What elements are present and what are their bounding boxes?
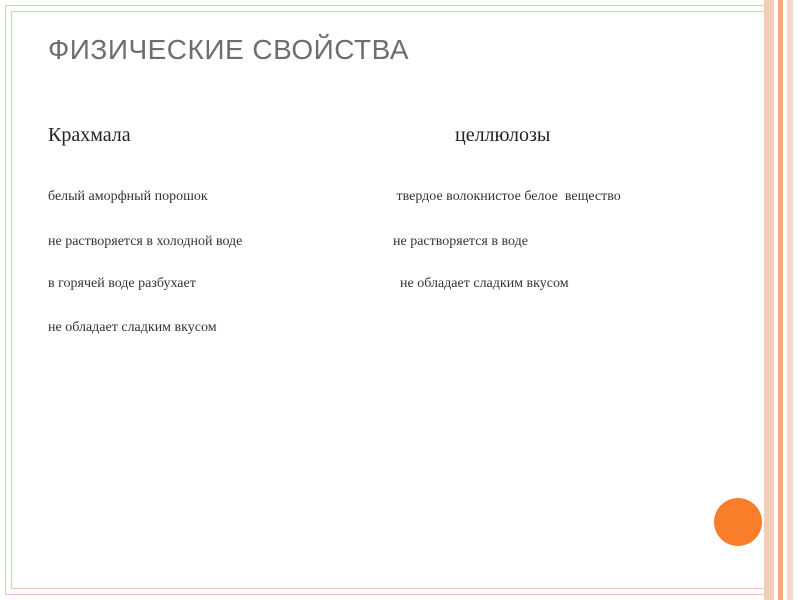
- accent-circle: [714, 498, 762, 546]
- decorative-stripe: [787, 0, 793, 600]
- slide-title: ФИЗИЧЕСКИЕ СВОЙСТВА: [48, 34, 410, 65]
- slide-frame-inner: [11, 11, 785, 589]
- column-heading-cellulose: целлюлозы: [455, 124, 551, 146]
- property-item: не обладает сладким вкусом: [48, 320, 217, 335]
- property-item: твердое волокнистое белое вещество: [393, 189, 621, 204]
- property-item: не растворяется в воде: [393, 234, 528, 249]
- property-item: в горячей воде разбухает: [48, 276, 196, 291]
- property-item: белый аморфный порошок: [48, 189, 208, 204]
- decorative-stripe: [764, 0, 774, 600]
- property-item: не обладает сладким вкусом: [393, 276, 569, 291]
- column-heading-starch: Крахмала: [48, 124, 131, 146]
- property-item: не растворяется в холодной воде: [48, 234, 243, 249]
